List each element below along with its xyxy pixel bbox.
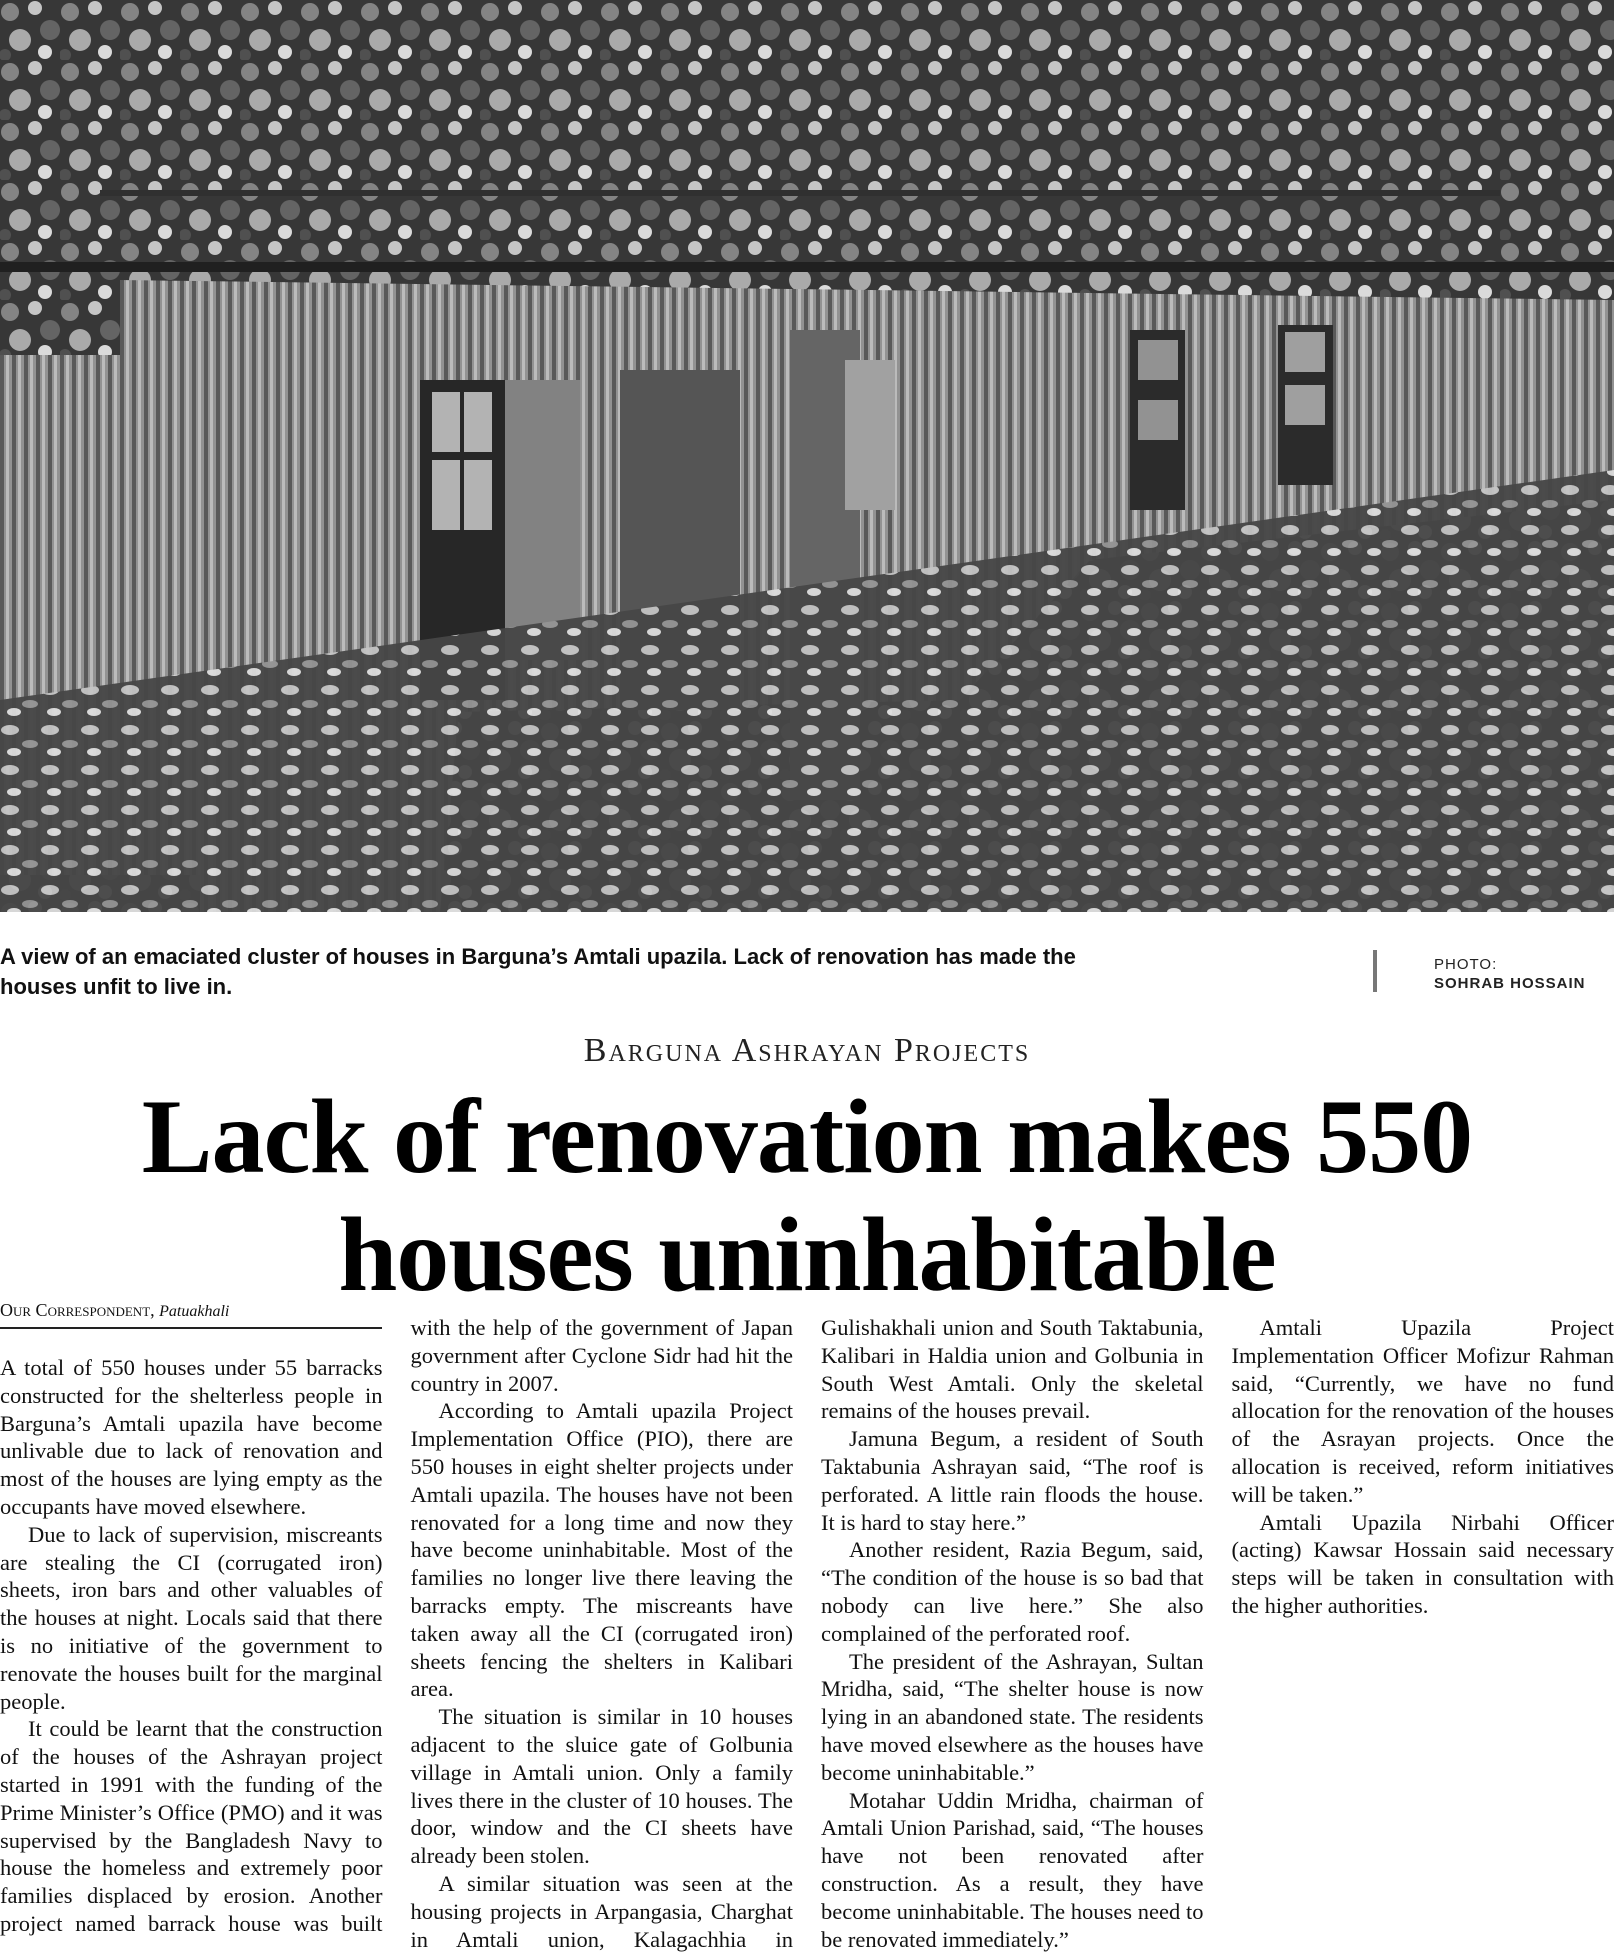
byline-author: Our Correspondent, [0, 1300, 155, 1320]
abandoned-houses-photo [0, 0, 1614, 912]
article-paragraph: The president of the Ashrayan, Sultan Mridha, said, “The shelter house is now lying in an abandoned state. The residents have moved elsewhere as the houses have become uninhabitable.” [821, 1648, 1204, 1785]
byline-place: Patuakhali [159, 1303, 230, 1320]
article-photo [0, 0, 1614, 912]
article-paragraph: Motahar Uddin Mridha, chairman of Amtali Union Parishad, said, “The houses have not been renovated after construction. As a result, they have become uninhabitable. The houses need to be renovated immediately.” [821, 1787, 1204, 1952]
article-paragraph: Amtali Upazila Project Implementation Officer Mofizur Rahman said, “Currently, we have no fund allocation for the renovation of the houses of the Asrayan projects. Once the allocation is received, reform initiatives will be taken.” [1231, 1315, 1614, 1507]
article-paragraph: According to Amtali upazila Project Implementation Office (PIO), there are 550 houses in eight shelter projects under Amtali upazila. The houses have not been renovated for a long time and now they have become uninhabitable. Most of the families no longer live there leaving the barracks empty. The miscreants have taken away all the CI (corrugated iron) sheets fencing the shelters in Kalibari area. [410, 1398, 793, 1702]
article-paragraph: Amtali Upazila Nirbahi Officer (acting) Kawsar Hossain said necessary steps will be taken in consultation with the higher authorities. [1231, 1509, 1614, 1618]
article-body [0, 1314, 1614, 1955]
article-paragraph: The situation is similar in 10 houses adjacent to the sluice gate of Golbunia village in Amtali union. Only a family lives there in the cluster of 10 houses. The door, window and the CI sheets have already been stolen. [410, 1704, 793, 1869]
article-kicker: Barguna Ashrayan Projects [583, 1032, 1031, 1069]
article-headline: Lack of renovation makes 550 houses uninhabitable [141, 1078, 1473, 1313]
article-paragraph: Jamuna Begum, a resident of South Taktabunia Ashrayan said, “The roof is perforated. A little rain floods the house. It is hard to stay here.” [821, 1426, 1204, 1535]
credit-divider [1373, 950, 1377, 992]
article-paragraph: Another resident, Razia Begum, said, “The condition of the house is so bad that nobody can live here.” She also complained of the perforated roof. [821, 1537, 1204, 1646]
article-paragraph: Due to lack of supervision, miscreants are stealing the CI (corrugated iron) sheets, iron bars and other valuables of the houses at night. Locals said that there is no initiative of the government to renovate the houses built for the marginal people. [0, 1521, 383, 1714]
photo-credit [1434, 955, 1586, 993]
photo-caption: A view of an emaciated cluster of houses in Barguna’s Amtali upazila. Lack of renovation has made the houses unfit to live in. [0, 944, 1076, 999]
photo-credit-label: PHOTO: [1434, 956, 1498, 973]
photo-credit-name: SOHRAB HOSSAIN [1434, 975, 1586, 992]
article-paragraph: A total of 550 houses under 55 barracks constructed for the shelterless people in Barguna’s Amtali upazila have become unlivable due to lack of renovation and most of the houses are lying empty as the occupants have moved elsewhere. [0, 1355, 383, 1519]
article-paragraph: A similar situation was seen at the housing projects in Arpangasia, Charghat in Amtali union, Kalagachhia in Gulishakhali union and South Taktabunia, Kalibari in Haldia union and Golbunia in South West Amtali. Only the skeletal remains of the houses prevail. [410, 1315, 1204, 1952]
article-paragraph: It could be learnt that the construction of the houses of the Ashrayan project started in 1991 with the funding of the Prime Minister’s Office (PMO) and it was supervised by the Bangladesh Navy to house the homeless and extremely poor families displaced by erosion. Another project named barrack house was built with the help of the government of Japan government after Cyclone Sidr had hit the country in 2007. [0, 1315, 793, 1936]
